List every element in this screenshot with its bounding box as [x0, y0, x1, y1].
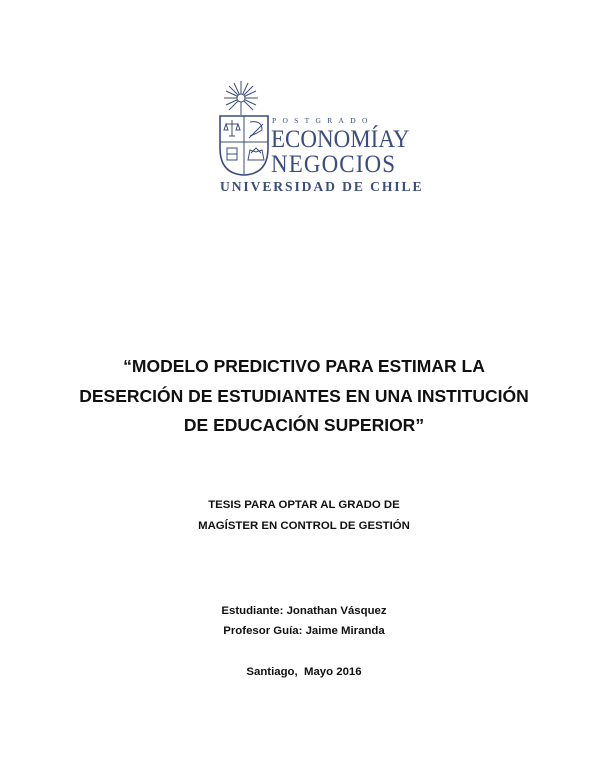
author-block	[0, 601, 608, 641]
university-seal-icon	[218, 80, 270, 176]
degree-line-2: MAGÍSTER EN CONTROL DE GESTIÓN	[198, 520, 410, 532]
thesis-title-line-1: “MODELO PREDICTIVO PARA ESTIMAR LA	[123, 356, 485, 376]
logo-negocios-text: NEGOCIOS	[271, 151, 397, 178]
student-name: Estudiante: Jonathan Vásquez	[221, 605, 387, 617]
logo-economia-text: ECONOMÍAY	[271, 126, 410, 153]
logo-postgrado-text: POSTGRADO	[272, 116, 374, 125]
thesis-title-line-3: DE EDUCACIÓN SUPERIOR”	[183, 415, 425, 435]
thesis-title	[0, 352, 608, 441]
logo-university-text: UNIVERSIDAD DE CHILE	[220, 179, 424, 194]
advisor-name: Profesor Guía: Jaime Miranda	[223, 625, 385, 637]
degree-statement	[0, 495, 608, 537]
postgrado-logo	[218, 80, 423, 198]
place-and-date: Santiago, Mayo 2016	[246, 666, 362, 678]
degree-line-1: TESIS PARA OPTAR AL GRADO DE	[208, 499, 400, 511]
thesis-title-line-2: DESERCIÓN DE ESTUDIANTES EN UNA INSTITUCIÓN	[79, 385, 529, 406]
